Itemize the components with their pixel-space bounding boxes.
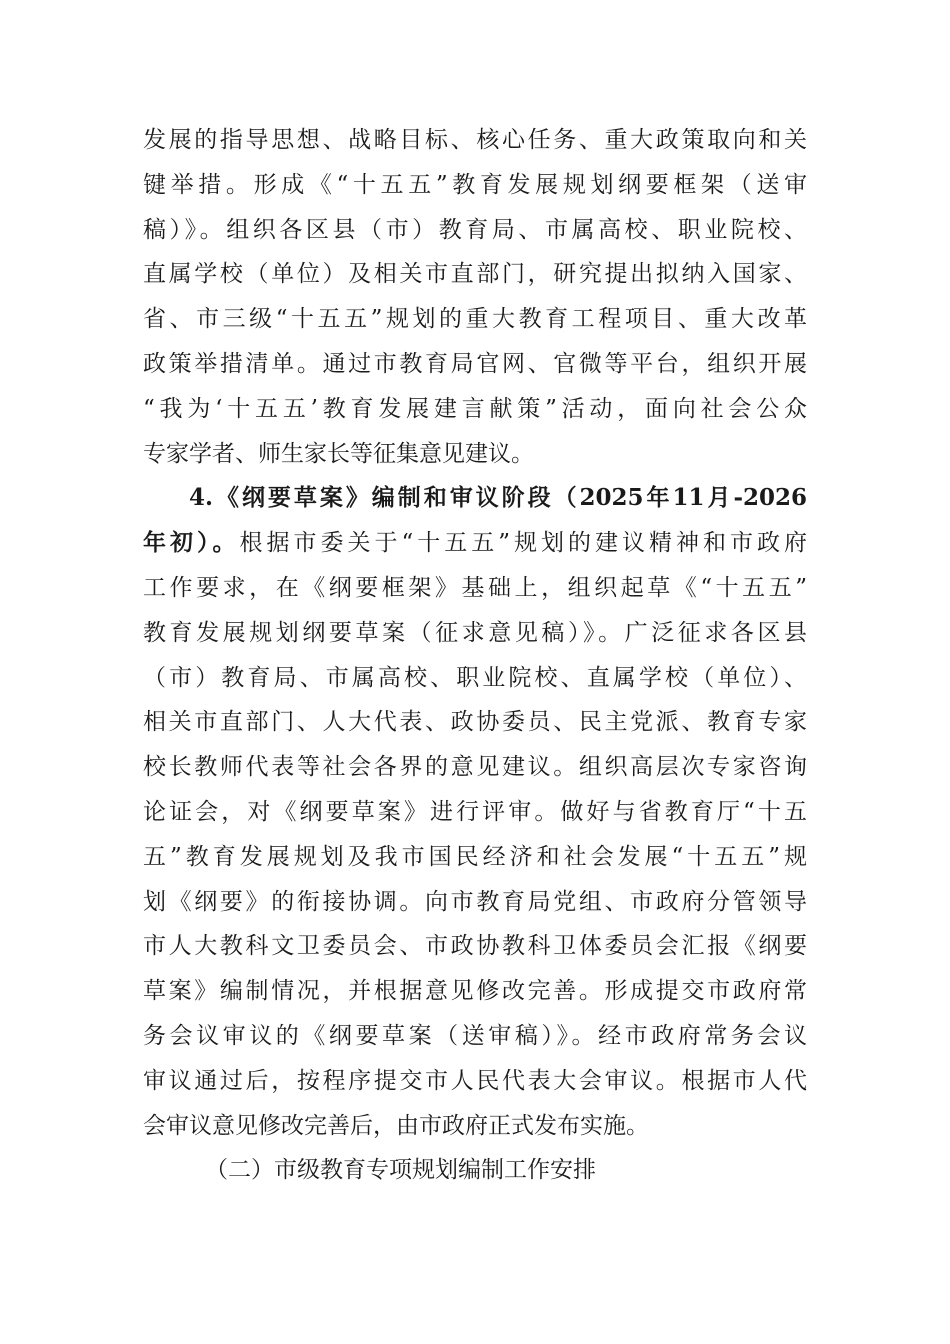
text-line: 草案》编制情况，并根据意见修改完善。形成提交市政府常 [143,978,807,1005]
intro-paragraph [143,118,807,476]
section-heading: （二）市级教育专项规划编制工作安排 [205,1157,596,1184]
text-line: 发展的指导思想、战略目标、核心任务、重大政策取向和关 [143,127,807,153]
text-line: （市）教育局、市属高校、职业院校、直属学校（单位）、 [143,664,807,691]
text-line: 市人大教科文卫委员会、市政协教科卫体委员会汇报《纲要 [143,933,807,960]
text-line: 会审议意见修改完善后，由市政府正式发布实施。 [143,1112,649,1139]
text-line: 稿）》。组织各区县（市）教育局、市属高校、职业院校、 [143,216,807,243]
text-line: 键举措。形成《“十五五”教育发展规划纲要框架（送审 [143,171,807,198]
document-page [143,118,807,1193]
text-line: 专家学者、师生家长等征集意见建议。 [143,440,534,467]
text-line: 工作要求，在《纲要框架》基础上，组织起草《“十五五” [143,574,807,601]
text-line: 政策举措清单。通过市教育局官网、官微等平台，组织开展 [143,350,807,377]
text-line [143,521,807,566]
text-line: 校长教师代表等社会各界的意见建议。组织高层次专家咨询 [143,754,807,781]
text-line: 省、市三级“十五五”规划的重大教育工程项目、重大改革 [143,306,807,333]
text-line: 务会议审议的《纲要草案（送审稿）》。经市政府常务会议 [143,1022,807,1049]
stage4-heading: 4.《纲要草案》编制和审议阶段（2025年11月-2026 [189,484,807,512]
text-line: 相关市直部门、人大代表、政协委员、民主党派、教育专家 [143,709,807,736]
text-line: 审议通过后，按程序提交市人民代表大会审议。根据市人代 [143,1067,807,1094]
text-line: 划《纲要》的衔接协调。向市教育局党组、市政府分管领导 [143,888,807,915]
text-line: 直属学校（单位）及相关市直部门，研究提出拟纳入国家、 [143,261,807,288]
text-line: “我为‘十五五’教育发展建言献策”活动，面向社会公众 [143,395,807,422]
text-span: 根据市委关于“十五五”规划的建议精神和市政府 [239,530,807,557]
text-line: 五”教育发展规划及我市国民经济和社会发展“十五五”规 [143,843,807,870]
text-line: 教育发展规划纲要草案（征求意见稿）》。广泛征求各区县 [143,619,807,646]
stage4-heading-tail: 年初）。 [143,529,240,557]
text-line: 论证会，对《纲要草案》进行评审。做好与省教育厅“十五 [143,798,807,825]
stage4-paragraph [143,476,807,1148]
